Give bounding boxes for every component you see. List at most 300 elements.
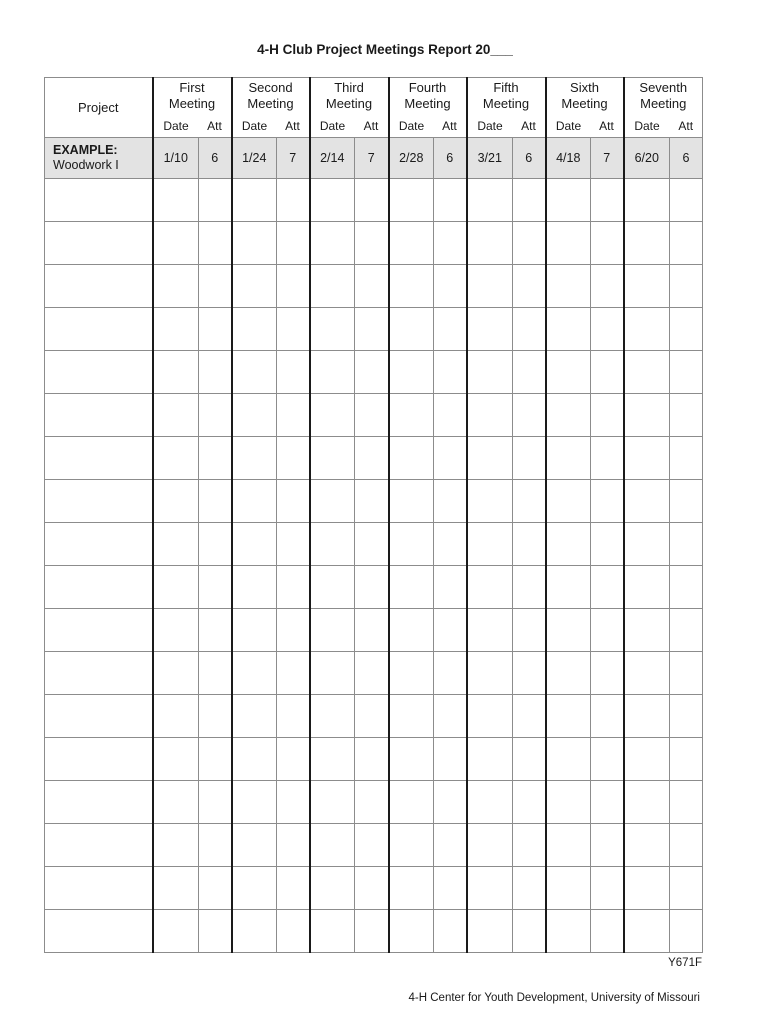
att-entry-cell[interactable] — [355, 394, 389, 437]
att-entry-cell[interactable] — [199, 652, 232, 695]
date-entry-cell[interactable] — [310, 824, 355, 867]
date-entry-cell[interactable] — [546, 308, 591, 351]
date-entry-cell[interactable] — [153, 523, 199, 566]
project-entry-cell[interactable] — [45, 480, 153, 523]
date-entry-cell[interactable] — [624, 609, 670, 652]
att-entry-cell[interactable] — [591, 566, 624, 609]
date-entry-cell[interactable] — [389, 351, 434, 394]
date-entry-cell[interactable] — [232, 308, 277, 351]
date-entry-cell[interactable] — [389, 695, 434, 738]
date-entry-cell[interactable] — [153, 308, 199, 351]
date-column-header: Date — [467, 115, 513, 138]
date-entry-cell[interactable] — [624, 695, 670, 738]
project-entry-cell[interactable] — [45, 652, 153, 695]
att-entry-cell[interactable] — [199, 738, 232, 781]
date-entry-cell[interactable] — [153, 351, 199, 394]
project-entry-cell[interactable] — [45, 394, 153, 437]
att-entry-cell[interactable] — [591, 222, 624, 265]
meeting-header — [467, 78, 546, 115]
project-entry-cell[interactable] — [45, 695, 153, 738]
att-entry-cell[interactable] — [355, 867, 389, 910]
att-column-header: Att — [434, 115, 467, 138]
date-entry-cell[interactable] — [467, 179, 513, 222]
date-entry-cell[interactable] — [389, 179, 434, 222]
att-entry-cell[interactable] — [670, 824, 703, 867]
att-entry-cell[interactable] — [277, 738, 310, 781]
att-entry-cell[interactable] — [513, 910, 546, 953]
att-entry-cell[interactable] — [670, 308, 703, 351]
att-entry-cell[interactable] — [591, 394, 624, 437]
date-entry-cell[interactable] — [546, 437, 591, 480]
date-entry-cell[interactable] — [546, 480, 591, 523]
att-entry-cell[interactable] — [199, 609, 232, 652]
date-entry-cell[interactable] — [153, 738, 199, 781]
att-entry-cell[interactable] — [434, 824, 467, 867]
date-entry-cell[interactable] — [153, 394, 199, 437]
date-entry-cell[interactable] — [546, 222, 591, 265]
date-entry-cell[interactable] — [232, 566, 277, 609]
blank-row — [45, 738, 703, 781]
date-entry-cell[interactable] — [389, 652, 434, 695]
att-entry-cell[interactable] — [434, 351, 467, 394]
att-entry-cell[interactable] — [513, 523, 546, 566]
att-entry-cell[interactable] — [670, 480, 703, 523]
date-entry-cell[interactable] — [310, 394, 355, 437]
date-entry-cell[interactable] — [467, 738, 513, 781]
date-entry-cell[interactable] — [389, 437, 434, 480]
date-entry-cell[interactable] — [153, 480, 199, 523]
date-entry-cell[interactable] — [389, 394, 434, 437]
att-entry-cell[interactable] — [355, 609, 389, 652]
att-entry-cell[interactable] — [513, 222, 546, 265]
project-entry-cell[interactable] — [45, 781, 153, 824]
att-entry-cell[interactable] — [355, 351, 389, 394]
date-entry-cell[interactable] — [467, 265, 513, 308]
date-entry-cell[interactable] — [153, 609, 199, 652]
date-entry-cell[interactable] — [153, 695, 199, 738]
att-entry-cell[interactable] — [355, 738, 389, 781]
att-entry-cell[interactable] — [199, 265, 232, 308]
att-entry-cell[interactable] — [355, 222, 389, 265]
date-entry-cell[interactable] — [467, 566, 513, 609]
date-entry-cell[interactable] — [310, 738, 355, 781]
date-entry-cell[interactable] — [546, 781, 591, 824]
date-entry-cell[interactable] — [624, 179, 670, 222]
date-entry-cell[interactable] — [389, 265, 434, 308]
att-entry-cell[interactable] — [591, 480, 624, 523]
example-date-cell: 6/20 — [624, 138, 670, 179]
date-entry-cell[interactable] — [310, 523, 355, 566]
att-entry-cell[interactable] — [513, 695, 546, 738]
date-entry-cell[interactable] — [546, 179, 591, 222]
att-column-header: Att — [277, 115, 310, 138]
att-entry-cell[interactable] — [355, 179, 389, 222]
date-entry-cell[interactable] — [546, 351, 591, 394]
att-entry-cell[interactable] — [199, 351, 232, 394]
date-entry-cell[interactable] — [624, 910, 670, 953]
date-entry-cell[interactable] — [624, 867, 670, 910]
date-entry-cell[interactable] — [310, 652, 355, 695]
date-entry-cell[interactable] — [232, 265, 277, 308]
att-entry-cell[interactable] — [513, 867, 546, 910]
date-entry-cell[interactable] — [467, 652, 513, 695]
date-entry-cell[interactable] — [546, 867, 591, 910]
att-entry-cell[interactable] — [355, 695, 389, 738]
date-entry-cell[interactable] — [232, 824, 277, 867]
att-entry-cell[interactable] — [199, 781, 232, 824]
date-entry-cell[interactable] — [232, 738, 277, 781]
att-entry-cell[interactable] — [591, 695, 624, 738]
att-entry-cell[interactable] — [513, 824, 546, 867]
att-entry-cell[interactable] — [670, 222, 703, 265]
date-entry-cell[interactable] — [467, 437, 513, 480]
date-entry-cell[interactable] — [467, 222, 513, 265]
date-entry-cell[interactable] — [467, 867, 513, 910]
date-entry-cell[interactable] — [546, 824, 591, 867]
date-entry-cell[interactable] — [310, 695, 355, 738]
project-entry-cell[interactable] — [45, 738, 153, 781]
att-entry-cell[interactable] — [277, 781, 310, 824]
date-entry-cell[interactable] — [389, 867, 434, 910]
footer-credit: 4-H Center for Youth Development, University of Missouri — [408, 992, 700, 1004]
att-entry-cell[interactable] — [199, 824, 232, 867]
project-entry-cell[interactable] — [45, 566, 153, 609]
date-entry-cell[interactable] — [546, 652, 591, 695]
att-entry-cell[interactable] — [355, 652, 389, 695]
att-entry-cell[interactable] — [199, 222, 232, 265]
project-entry-cell[interactable] — [45, 265, 153, 308]
att-entry-cell[interactable] — [591, 824, 624, 867]
att-entry-cell[interactable] — [277, 609, 310, 652]
meeting-header-line1: Second — [248, 80, 293, 96]
date-entry-cell[interactable] — [467, 781, 513, 824]
att-entry-cell[interactable] — [199, 523, 232, 566]
att-entry-cell[interactable] — [670, 609, 703, 652]
project-entry-cell[interactable] — [45, 523, 153, 566]
date-entry-cell[interactable] — [232, 695, 277, 738]
date-entry-cell[interactable] — [310, 480, 355, 523]
date-entry-cell[interactable] — [153, 910, 199, 953]
project-entry-cell[interactable] — [45, 308, 153, 351]
att-entry-cell[interactable] — [670, 781, 703, 824]
date-entry-cell[interactable] — [546, 910, 591, 953]
blank-row — [45, 265, 703, 308]
date-entry-cell[interactable] — [546, 394, 591, 437]
att-entry-cell[interactable] — [277, 910, 310, 953]
date-entry-cell[interactable] — [624, 437, 670, 480]
date-entry-cell[interactable] — [467, 910, 513, 953]
project-entry-cell[interactable] — [45, 867, 153, 910]
att-entry-cell[interactable] — [277, 394, 310, 437]
blank-row — [45, 695, 703, 738]
att-entry-cell[interactable] — [277, 824, 310, 867]
att-entry-cell[interactable] — [434, 394, 467, 437]
att-entry-cell[interactable] — [199, 179, 232, 222]
att-entry-cell[interactable] — [670, 179, 703, 222]
att-entry-cell[interactable] — [199, 695, 232, 738]
att-entry-cell[interactable] — [277, 480, 310, 523]
att-entry-cell[interactable] — [591, 437, 624, 480]
att-entry-cell[interactable] — [277, 652, 310, 695]
att-entry-cell[interactable] — [591, 265, 624, 308]
date-entry-cell[interactable] — [546, 695, 591, 738]
date-entry-cell[interactable] — [624, 781, 670, 824]
att-entry-cell[interactable] — [434, 222, 467, 265]
att-entry-cell[interactable] — [670, 867, 703, 910]
date-entry-cell[interactable] — [546, 523, 591, 566]
att-entry-cell[interactable] — [513, 437, 546, 480]
att-entry-cell[interactable] — [513, 652, 546, 695]
date-entry-cell[interactable] — [232, 910, 277, 953]
att-entry-cell[interactable] — [513, 609, 546, 652]
date-entry-cell[interactable] — [153, 265, 199, 308]
date-entry-cell[interactable] — [153, 566, 199, 609]
att-entry-cell[interactable] — [277, 566, 310, 609]
example-att-cell: 7 — [591, 138, 624, 179]
date-entry-cell[interactable] — [389, 738, 434, 781]
date-entry-cell[interactable] — [310, 351, 355, 394]
header-row — [45, 78, 703, 115]
date-entry-cell[interactable] — [467, 523, 513, 566]
att-entry-cell[interactable] — [355, 566, 389, 609]
date-entry-cell[interactable] — [546, 738, 591, 781]
date-entry-cell[interactable] — [310, 566, 355, 609]
att-entry-cell[interactable] — [513, 781, 546, 824]
att-entry-cell[interactable] — [513, 308, 546, 351]
att-entry-cell[interactable] — [199, 867, 232, 910]
att-entry-cell[interactable] — [277, 222, 310, 265]
att-entry-cell[interactable] — [670, 652, 703, 695]
date-entry-cell[interactable] — [389, 781, 434, 824]
blank-row — [45, 609, 703, 652]
att-entry-cell[interactable] — [591, 867, 624, 910]
att-entry-cell[interactable] — [434, 523, 467, 566]
date-entry-cell[interactable] — [232, 523, 277, 566]
date-entry-cell[interactable] — [310, 910, 355, 953]
date-entry-cell[interactable] — [624, 308, 670, 351]
date-entry-cell[interactable] — [624, 652, 670, 695]
att-entry-cell[interactable] — [591, 652, 624, 695]
att-entry-cell[interactable] — [591, 179, 624, 222]
att-entry-cell[interactable] — [199, 308, 232, 351]
att-entry-cell[interactable] — [591, 523, 624, 566]
att-entry-cell[interactable] — [513, 351, 546, 394]
project-entry-cell[interactable] — [45, 609, 153, 652]
example-att-cell: 6 — [670, 138, 703, 179]
meeting-header-line1: Sixth — [570, 80, 599, 96]
date-entry-cell[interactable] — [232, 609, 277, 652]
date-entry-cell[interactable] — [310, 179, 355, 222]
date-entry-cell[interactable] — [153, 867, 199, 910]
date-entry-cell[interactable] — [389, 910, 434, 953]
date-entry-cell[interactable] — [624, 566, 670, 609]
att-entry-cell[interactable] — [513, 179, 546, 222]
date-entry-cell[interactable] — [232, 480, 277, 523]
att-entry-cell[interactable] — [513, 738, 546, 781]
att-entry-cell[interactable] — [434, 738, 467, 781]
att-entry-cell[interactable] — [434, 265, 467, 308]
att-entry-cell[interactable] — [670, 738, 703, 781]
att-column-header: Att — [670, 115, 703, 138]
att-entry-cell[interactable] — [277, 265, 310, 308]
att-entry-cell[interactable] — [355, 910, 389, 953]
date-entry-cell[interactable] — [389, 824, 434, 867]
date-entry-cell[interactable] — [624, 824, 670, 867]
date-entry-cell[interactable] — [310, 222, 355, 265]
att-entry-cell[interactable] — [591, 738, 624, 781]
date-entry-cell[interactable] — [624, 351, 670, 394]
att-entry-cell[interactable] — [277, 437, 310, 480]
att-entry-cell[interactable] — [434, 566, 467, 609]
example-row — [45, 138, 703, 179]
blank-row — [45, 910, 703, 953]
project-header: Project — [45, 78, 153, 138]
att-entry-cell[interactable] — [355, 437, 389, 480]
date-entry-cell[interactable] — [310, 308, 355, 351]
att-entry-cell[interactable] — [355, 308, 389, 351]
att-entry-cell[interactable] — [434, 867, 467, 910]
att-entry-cell[interactable] — [434, 910, 467, 953]
date-entry-cell[interactable] — [153, 179, 199, 222]
date-entry-cell[interactable] — [389, 523, 434, 566]
date-entry-cell[interactable] — [153, 781, 199, 824]
att-entry-cell[interactable] — [277, 867, 310, 910]
att-entry-cell[interactable] — [513, 566, 546, 609]
date-entry-cell[interactable] — [232, 867, 277, 910]
att-entry-cell[interactable] — [277, 695, 310, 738]
att-entry-cell[interactable] — [434, 652, 467, 695]
att-entry-cell[interactable] — [591, 308, 624, 351]
att-column-header: Att — [199, 115, 232, 138]
date-entry-cell[interactable] — [546, 265, 591, 308]
att-entry-cell[interactable] — [277, 179, 310, 222]
att-entry-cell[interactable] — [670, 523, 703, 566]
att-entry-cell[interactable] — [670, 351, 703, 394]
date-entry-cell[interactable] — [153, 652, 199, 695]
att-entry-cell[interactable] — [199, 566, 232, 609]
date-entry-cell[interactable] — [389, 480, 434, 523]
date-entry-cell[interactable] — [389, 222, 434, 265]
date-entry-cell[interactable] — [310, 265, 355, 308]
date-entry-cell[interactable] — [389, 609, 434, 652]
att-column-header: Att — [591, 115, 624, 138]
date-entry-cell[interactable] — [153, 222, 199, 265]
date-entry-cell[interactable] — [153, 437, 199, 480]
date-entry-cell[interactable] — [153, 824, 199, 867]
date-entry-cell[interactable] — [232, 351, 277, 394]
att-entry-cell[interactable] — [670, 566, 703, 609]
meeting-header-line2: Meeting — [168, 96, 216, 112]
meeting-header-line1: Fifth — [493, 80, 519, 96]
date-entry-cell[interactable] — [624, 523, 670, 566]
att-column-header: Att — [355, 115, 389, 138]
att-entry-cell[interactable] — [513, 480, 546, 523]
date-entry-cell[interactable] — [310, 867, 355, 910]
project-entry-cell[interactable] — [45, 222, 153, 265]
att-entry-cell[interactable] — [434, 308, 467, 351]
att-entry-cell[interactable] — [355, 265, 389, 308]
att-entry-cell[interactable] — [434, 437, 467, 480]
date-entry-cell[interactable] — [310, 609, 355, 652]
att-entry-cell[interactable] — [591, 910, 624, 953]
date-entry-cell[interactable] — [624, 265, 670, 308]
att-entry-cell[interactable] — [199, 910, 232, 953]
date-entry-cell[interactable] — [467, 308, 513, 351]
project-entry-cell[interactable] — [45, 351, 153, 394]
date-entry-cell[interactable] — [467, 351, 513, 394]
date-entry-cell[interactable] — [624, 738, 670, 781]
att-entry-cell[interactable] — [355, 523, 389, 566]
date-entry-cell[interactable] — [232, 394, 277, 437]
att-entry-cell[interactable] — [199, 437, 232, 480]
att-entry-cell[interactable] — [591, 351, 624, 394]
att-entry-cell[interactable] — [670, 695, 703, 738]
date-column-header: Date — [153, 115, 199, 138]
date-entry-cell[interactable] — [467, 480, 513, 523]
att-entry-cell[interactable] — [513, 265, 546, 308]
att-entry-cell[interactable] — [513, 394, 546, 437]
att-entry-cell[interactable] — [277, 523, 310, 566]
att-entry-cell[interactable] — [434, 480, 467, 523]
blank-row — [45, 480, 703, 523]
att-entry-cell[interactable] — [355, 781, 389, 824]
date-entry-cell[interactable] — [546, 609, 591, 652]
att-entry-cell[interactable] — [591, 609, 624, 652]
date-entry-cell[interactable] — [467, 394, 513, 437]
att-entry-cell[interactable] — [670, 437, 703, 480]
att-entry-cell[interactable] — [670, 394, 703, 437]
att-entry-cell[interactable] — [670, 265, 703, 308]
att-entry-cell[interactable] — [670, 910, 703, 953]
project-entry-cell[interactable] — [45, 910, 153, 953]
date-entry-cell[interactable] — [232, 222, 277, 265]
date-entry-cell[interactable] — [389, 308, 434, 351]
date-entry-cell[interactable] — [232, 179, 277, 222]
date-entry-cell[interactable] — [389, 566, 434, 609]
date-entry-cell[interactable] — [546, 566, 591, 609]
date-entry-cell[interactable] — [310, 781, 355, 824]
example-att-cell: 6 — [434, 138, 467, 179]
date-entry-cell[interactable] — [232, 437, 277, 480]
date-entry-cell[interactable] — [467, 695, 513, 738]
att-entry-cell[interactable] — [434, 781, 467, 824]
date-entry-cell[interactable] — [310, 437, 355, 480]
att-entry-cell[interactable] — [434, 609, 467, 652]
meeting-header — [310, 78, 389, 115]
date-entry-cell[interactable] — [624, 480, 670, 523]
date-entry-cell[interactable] — [624, 394, 670, 437]
att-entry-cell[interactable] — [277, 308, 310, 351]
example-att-cell: 7 — [277, 138, 310, 179]
att-entry-cell[interactable] — [434, 695, 467, 738]
att-entry-cell[interactable] — [355, 824, 389, 867]
example-date-cell: 2/14 — [310, 138, 355, 179]
att-entry-cell[interactable] — [199, 480, 232, 523]
att-entry-cell[interactable] — [277, 351, 310, 394]
date-entry-cell[interactable] — [467, 609, 513, 652]
date-entry-cell[interactable] — [624, 222, 670, 265]
project-entry-cell[interactable] — [45, 437, 153, 480]
date-entry-cell[interactable] — [232, 652, 277, 695]
date-entry-cell[interactable] — [232, 781, 277, 824]
date-entry-cell[interactable] — [467, 824, 513, 867]
project-entry-cell[interactable] — [45, 179, 153, 222]
project-entry-cell[interactable] — [45, 824, 153, 867]
att-entry-cell[interactable] — [591, 781, 624, 824]
att-entry-cell[interactable] — [355, 480, 389, 523]
att-entry-cell[interactable] — [199, 394, 232, 437]
att-entry-cell[interactable] — [434, 179, 467, 222]
